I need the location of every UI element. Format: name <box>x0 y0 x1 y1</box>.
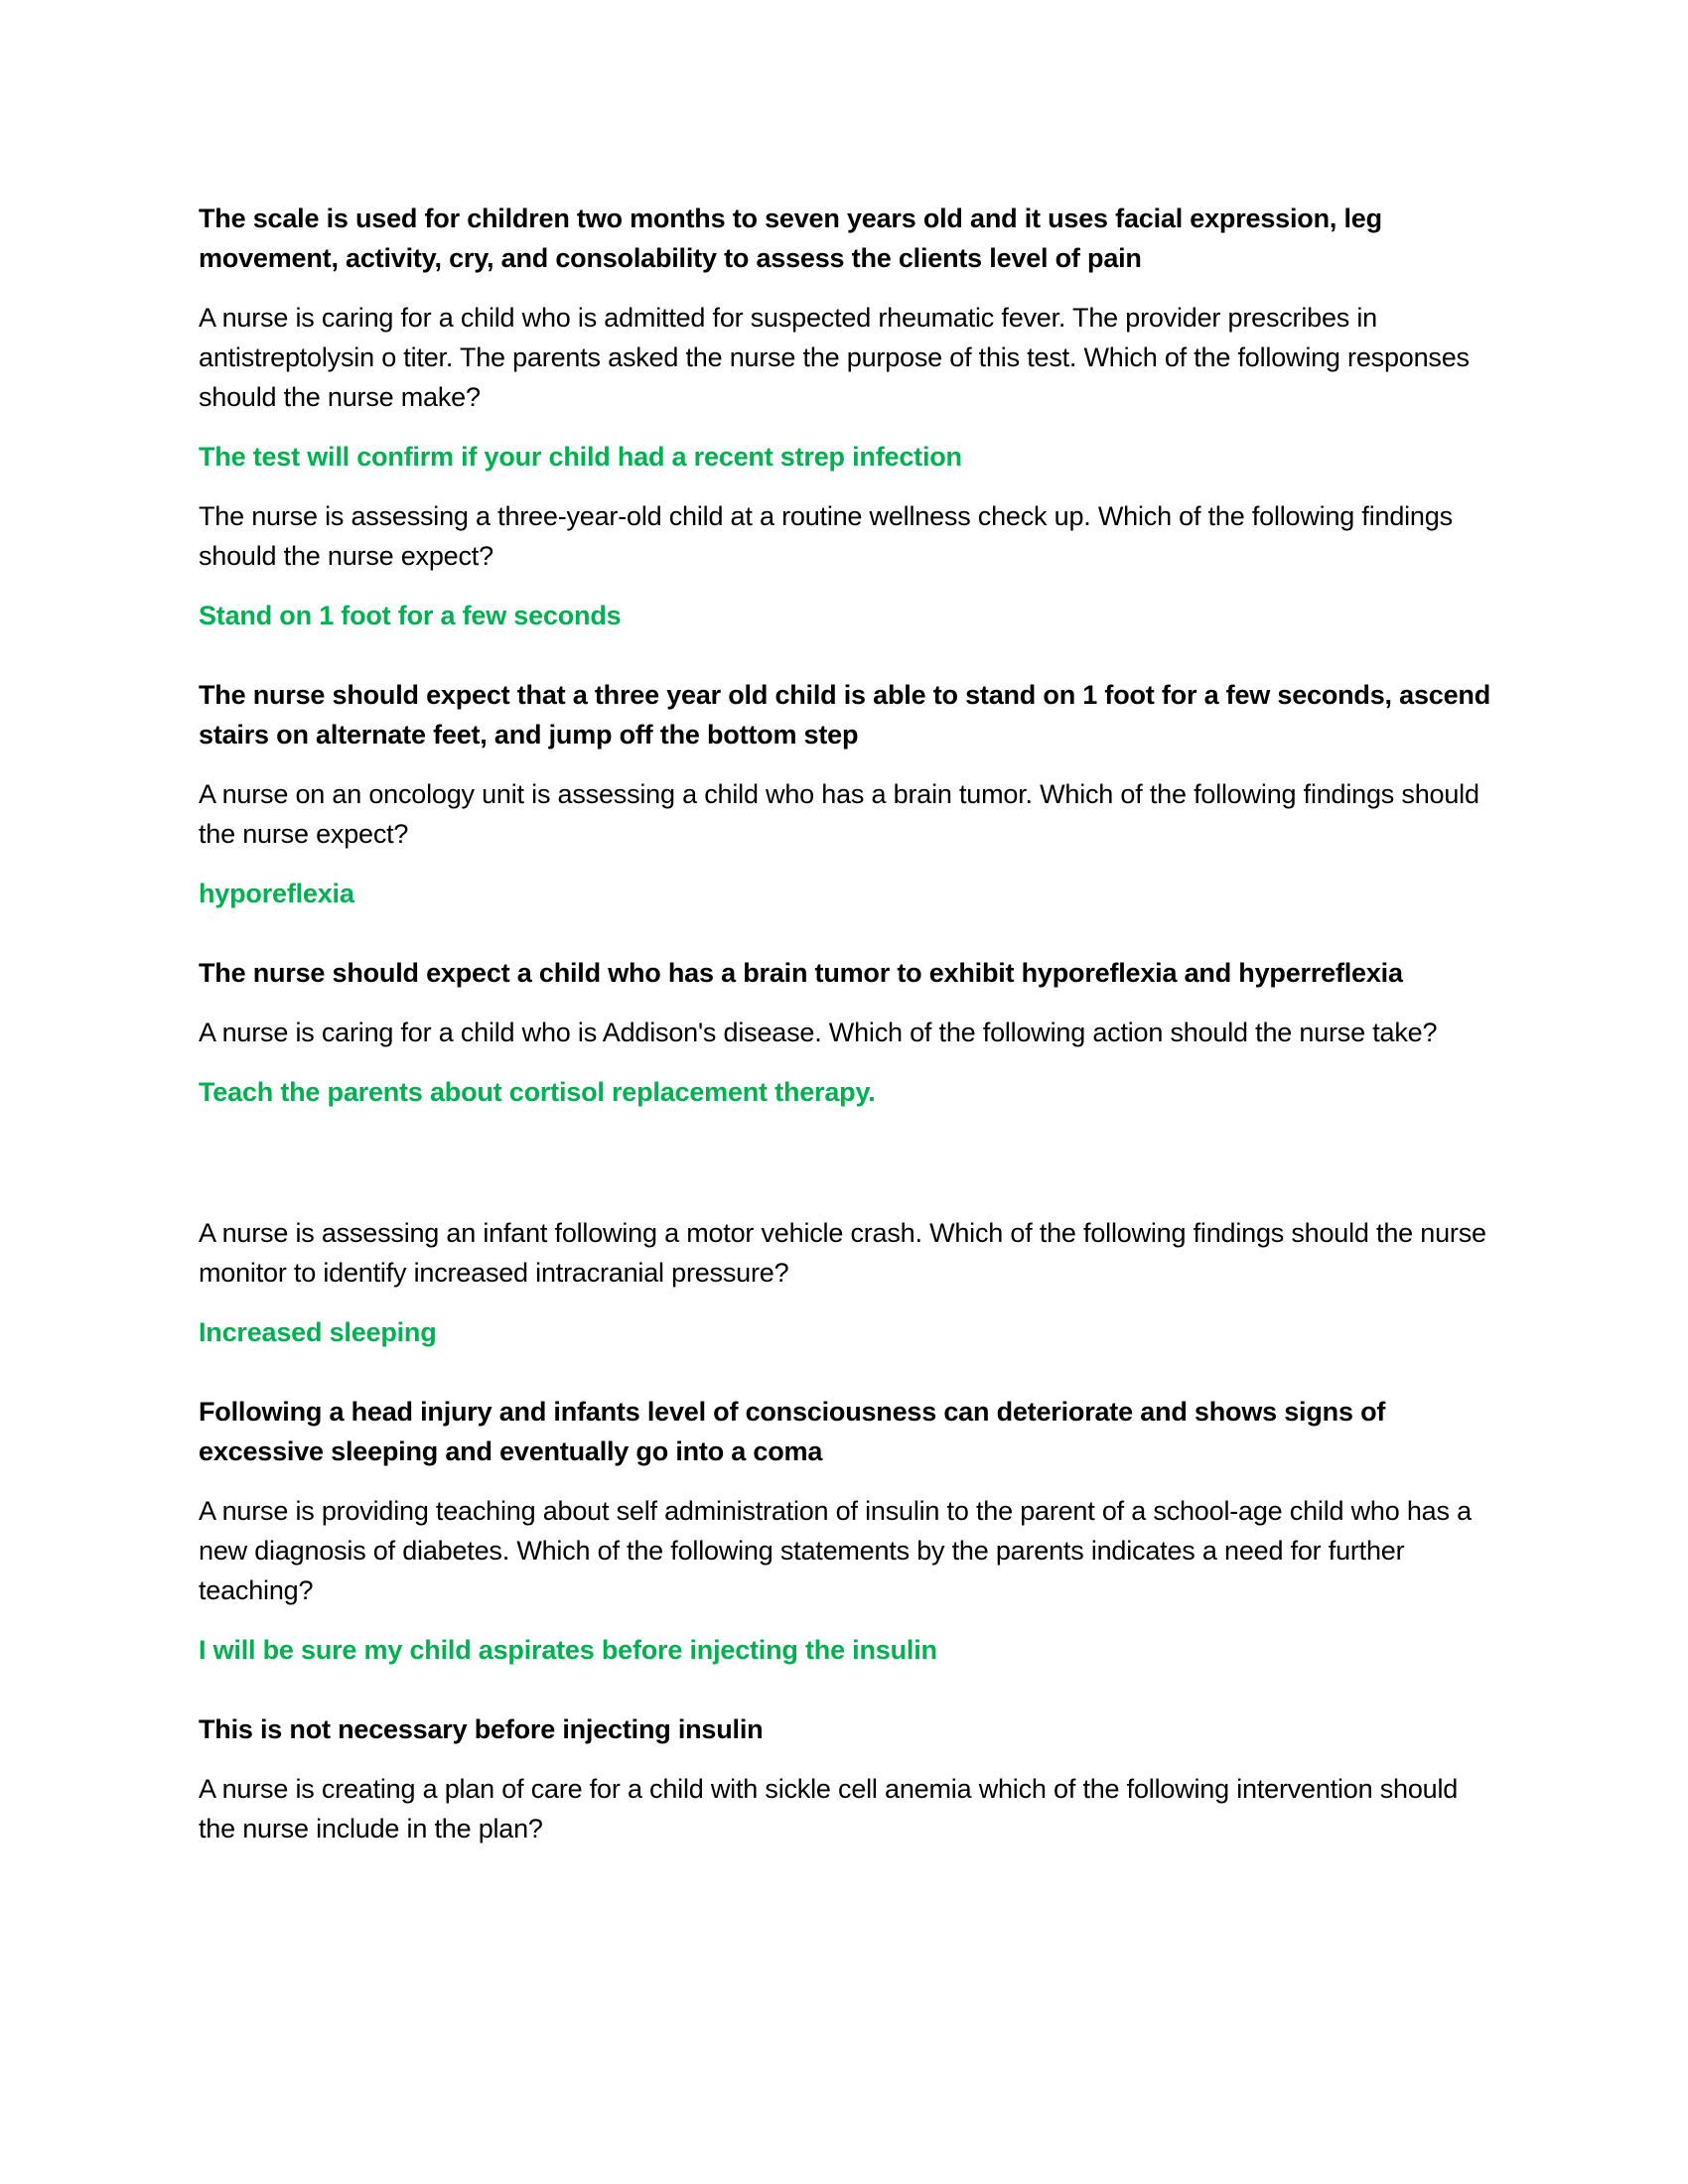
rationale-brain-tumor: The nurse should expect a child who has a brain tumor to exhibit hyporeflexia and hyperreflexia <box>199 958 1403 988</box>
answer-strep-infection: The test will confirm if your child had a recent strep infection <box>199 442 962 472</box>
question-rheumatic-fever: A nurse is caring for a child who is admitted for suspected rheumatic fever. The provider prescribes in antistreptolysin o titer. The parents asked the nurse the purpose of this test. Which of the following responses should the nurse make? <box>199 303 1470 412</box>
question-intracranial-pressure: A nurse is assessing an infant following a motor vehicle crash. Which of the following findings should the nurse monitor to identify increased intracranial pressure? <box>199 1218 1486 1288</box>
answer-stand-one-foot: Stand on 1 foot for a few seconds <box>199 601 622 630</box>
document-page <box>199 199 1499 1868</box>
rationale-three-year-old: The nurse should expect that a three year old child is able to stand on 1 foot for a few seconds, ascend stairs on alternate feet, and jump off the bottom step <box>199 680 1490 750</box>
question-insulin-teaching: A nurse is providing teaching about self administration of insulin to the parent of a school-age child who has a new diagnosis of diabetes. Which of the following statements by the parents indicates a need for further teaching? <box>199 1496 1472 1605</box>
question-three-year-old: The nurse is assessing a three-year-old child at a routine wellness check up. Which of the following findings should the nurse expect? <box>199 501 1453 571</box>
answer-increased-sleeping: Increased sleeping <box>199 1317 437 1347</box>
rationale-insulin: This is not necessary before injecting insulin <box>199 1714 764 1744</box>
answer-aspirates: I will be sure my child aspirates before injecting the insulin <box>199 1635 937 1665</box>
question-brain-tumor: A nurse on an oncology unit is assessing a child who has a brain tumor. Which of the following findings should the nurse expect? <box>199 779 1479 849</box>
answer-hyporeflexia: hyporeflexia <box>199 879 354 908</box>
question-addisons: A nurse is caring for a child who is Addison's disease. Which of the following action should the nurse take? <box>199 1018 1438 1047</box>
rationale-pain-scale: The scale is used for children two months to seven years old and it uses facial expression, leg movement, activity, cry, and consolability to assess the clients level of pain <box>199 204 1382 273</box>
question-sickle-cell: A nurse is creating a plan of care for a child with sickle cell anemia which of the following intervention should the nurse include in the plan? <box>199 1774 1459 1843</box>
answer-cortisol: Teach the parents about cortisol replacement therapy. <box>199 1077 876 1107</box>
rationale-head-injury: Following a head injury and infants level of consciousness can deteriorate and shows signs of excessive sleeping and eventually go into a coma <box>199 1397 1386 1466</box>
